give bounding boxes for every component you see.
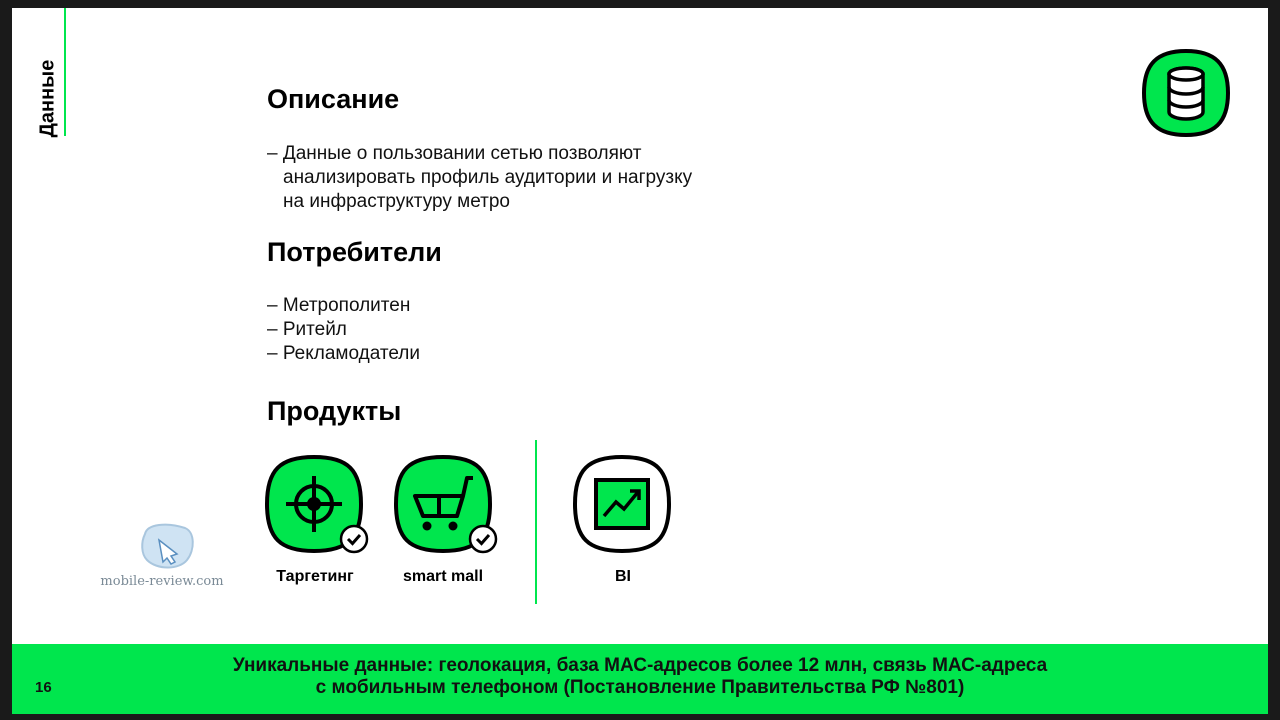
consumer-item: – Ритейл: [267, 319, 347, 340]
database-icon: [1141, 48, 1231, 138]
product-label-smart-mall: smart mall: [402, 568, 484, 585]
description-line: на инфраструктуру метро: [283, 191, 510, 212]
description-line: – Данные о пользовании сетью позволяют: [267, 143, 642, 164]
watermark-text: mobile-review.com: [100, 574, 224, 589]
description-heading: Описание: [267, 84, 400, 114]
product-label-bi: BI: [615, 568, 631, 585]
bottom-banner: [12, 644, 1268, 714]
banner-text: [172, 655, 1108, 699]
consumer-item: – Рекламодатели: [267, 343, 421, 364]
chart-trend-icon: [572, 454, 672, 554]
slide: [12, 8, 1268, 714]
consumer-item: – Метрополитен: [267, 295, 411, 316]
banner-line: с мобильным телефоном (Постановление Правительства РФ №801): [315, 677, 965, 698]
side-accent-line: [64, 8, 66, 136]
check-badge-icon: [468, 524, 498, 554]
product-label-targeting: Таргетинг: [276, 568, 354, 585]
description-line: анализировать профиль аудитории и нагрузку: [283, 167, 693, 188]
watermark: [92, 520, 232, 600]
banner-line: Уникальные данные: геолокация, база МАС-адресов более 12 млн, связь МАС-адреса: [232, 655, 1048, 676]
page-number: 16: [35, 679, 52, 696]
check-badge-icon: [339, 524, 369, 554]
watermark-logo-icon: [137, 520, 197, 572]
consumers-heading: Потребители: [267, 237, 442, 267]
description-text: [267, 142, 692, 214]
products-heading: Продукты: [267, 396, 402, 426]
side-section-label: Данные: [36, 59, 59, 138]
consumers-list: [267, 294, 420, 366]
products-divider: [535, 440, 537, 604]
